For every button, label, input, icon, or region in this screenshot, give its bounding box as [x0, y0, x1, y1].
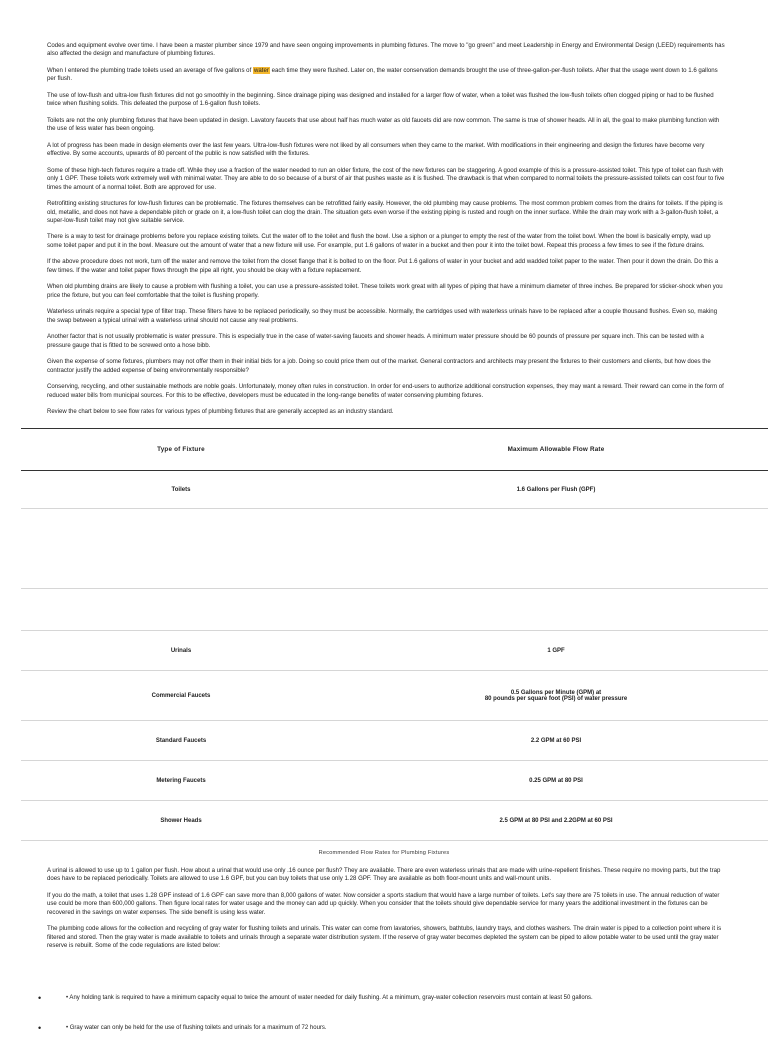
- fixture-type: [21, 589, 341, 631]
- flow-rate: 1 GPF: [547, 647, 565, 654]
- paragraph: Conserving, recycling, and other sustainable methods are noble goals. Unfortunately, money often rules in construction. In order for end-users to authorize additional construction expenses, they may want a reward. Their reward can come in the form of reduced water bills from municipal sources. For this to be effective, developers must be educated in the long-range benefits of water conserving plumbing fixtures.: [47, 383, 724, 399]
- paragraph: Another factor that is not usually problematic is water pressure. This is especially true in the case of water-saving faucets and shower heads. A minimum water pressure should be 60 pounds of pressure per square inch. This can be tested with a pressure gauge that is fitted to be screwed onto a hose bibb.: [47, 333, 704, 349]
- flow-rate: 2.5 GPM at 80 PSI and 2.2GPM at 60 PSI: [499, 817, 613, 824]
- flow-rate: [341, 509, 768, 589]
- table-row: [21, 589, 768, 631]
- table-row: [21, 671, 768, 721]
- paragraph: If you do the math, a toilet that uses 1.28 GPF instead of 1.6 GPF can save more than 8,000 gallons of water. Now consider a sports stadium that would have a large number of toilets. Let's say there are 75 toilets in use. The annual reduction of water use could be more than 600,000 gallons. Then figure local rates for water usage and the money can add up quickly. When you consider that the toilets should give dependable service for many years the additional investment in the fixtures can be recovered in the savings on water expenses. The side benefit is using less water.: [47, 891, 720, 916]
- paragraph: Codes and equipment evolve over time. I have been a master plumber since 1979 and have seen ongoing improvements in plumbing fixtures. The move to "go green" and meet Leadership in Energy and Environmental Design (LEED) requirements has also affected the design and manufacture of plumbing fixtures.: [47, 42, 725, 58]
- fixture-type: Toilets: [171, 486, 191, 493]
- paragraph: When old plumbing drains are likely to cause a problem with flushing a toilet, you can use a pressure-assisted toilet. These toilets work great with all types of piping that have a minimum diameter of three inches. Be prepared for sticker-shock when you price the fixture, but you can feel comfortable that the toilet is flushing properly.: [47, 283, 723, 299]
- paragraph: Waterless urinals require a special type of filter trap. These filters have to be replaced periodically, so they must be accessible. Normally, the cartridges used with waterless urinals have to be replaced after a couple thousand flushes. Even so, making the swap between a typical urinal with a waterless urinal should not cause any real problems.: [47, 308, 718, 324]
- regulation-list: [38, 994, 738, 1054]
- column-header-rate: Maximum Allowable Flow Rate: [507, 446, 605, 453]
- paragraph: If the above procedure does not work, turn off the water and remove the toilet from the closet flange that it is bolted to on the floor. Put 1.6 gallons of water in your bucket and add wadded toilet paper to the water. Then pour it down the drain. Do this a few times. If the water and toilet paper flows through the pipe all right, you should be okay with a fixture replacement.: [47, 258, 719, 274]
- list-item: [38, 1024, 738, 1032]
- table-header-row: [21, 429, 768, 471]
- list-item: [38, 994, 738, 1002]
- article-continuation: [47, 867, 727, 959]
- fixture-type: [21, 509, 341, 589]
- paragraph-start: When I entered the plumbing trade toilets used an average of five gallons of: [47, 66, 252, 74]
- flow-rate: 0.25 GPM at 80 PSI: [529, 777, 583, 784]
- flow-rate: [341, 589, 768, 631]
- fixture-type: Urinals: [170, 647, 192, 654]
- paragraph: A lot of progress has been made in design elements over the last few years. Ultra-low-flush fixtures were not liked by all consumers when they came to the market. With modifications in their engineering and design the fixtures have become very effective. By some accounts, upwards of 80 percent of the public is now satisfied with the fixtures.: [47, 141, 705, 158]
- flow-rate-table: [21, 428, 768, 841]
- fixture-type: Commercial Faucets: [151, 692, 211, 699]
- list-item-text: • Any holding tank is required to have a minimum capacity equal to twice the amount of water needed for daily flushing. At a minimum, gray-water collection reservoirs must contain at least 50 gallons.: [66, 995, 593, 1001]
- paragraph: There is a way to test for drainage problems before you replace existing toilets. Cut the water off to the toilet and flush the bowl. Use a siphon or a plunger to empty the rest of the water from the toilet bowl. When the bowl is basically empty, wad up some toilet paper and put it in the bowl. Measure out the amount of water that a new fixture will use. For example, put 1.6 gallons of water in a bucket and then pour it into the toilet bowl. Repeat this process a few times to see if the fixture drains.: [47, 233, 711, 249]
- flow-rate-line: 80 pounds per square foot (PSI) of water pressure: [484, 695, 628, 702]
- fixture-type: Metering Faucets: [156, 777, 206, 784]
- fixture-type: Standard Faucets: [155, 737, 207, 744]
- bullet-icon: •: [38, 1023, 42, 1033]
- bullet-icon: •: [38, 993, 42, 1003]
- flow-rate: 1.6 Gallons per Flush (GPF): [516, 486, 596, 493]
- paragraph: The plumbing code allows for the collection and recycling of gray water for flushing toilets and urinals. This water can come from lavatories, showers, bathtubs, laundry trays, and clothes washers. The drain water is piped to a collection point where it is filtered and stored. Then the gray water is made available to toilets and urinals through a separate water distribution system. If the reserve of gray water becomes depleted the system can be piped to allow potable water to be used until the gray water reserve is rebuilt. Some of the code regulations are listed below:: [47, 925, 722, 949]
- highlighted-word: water: [253, 66, 269, 74]
- flow-rate: 2.2 GPM at 60 PSI: [530, 737, 582, 744]
- table-row: [21, 761, 768, 801]
- paragraph: A urinal is allowed to use up to 1 gallon per flush. How about a urinal that would use only .16 ounce per flush? They are available. There are even waterless urinals that are made with urine-repellent finishes. These require no moving parts, but the trap does have to be replaced periodically. Toilets are allowed to use 1.6 GPF, but you can buy toilets that use only 1.28 GPF. They are available as both floor-mount units and wall-mount units.: [47, 867, 721, 883]
- paragraph: The use of low-flush and ultra-low flush fixtures did not go smoothly in the beginning. Since drainage piping was designed and installed for a larger flow of water, when a toilet was flushed the low-flush toilets often clogged piping or had to be flushed twice when flushing solids. This defeated the purpose of 1.6-gallon flush toilets.: [47, 91, 714, 108]
- paragraph: Retrofitting existing structures for low-flush fixtures can be problematic. The fixtures themselves can be retrofitted fairly easily. However, the old plumbing may cause problems. The most common problem comes from the drains for toilets. If the piping is old, metallic, and does not have a dependable pitch or grade on it, a low-flush toilet can clog the drain. The situation gets even worse if the existing piping is rusted and rough on the inner surface. While the drain may work with a 3-gallon-flush toilet, a super-low-flush toilet may not give suitable service.: [47, 200, 723, 224]
- table-row: [21, 631, 768, 671]
- flow-rate-line: 0.5 Gallons per Minute (GPM) at: [510, 689, 602, 696]
- paragraph: Some of these high-tech fixtures require a trade off. While they use a fraction of the water needed to run an older fixture, the cost of the new fixtures can be staggering. A good example of this is a pressure-assisted toilet. This type of toilet can flush with only 1 GPF. These toilets work extremely well with minimal water. They are able to do so because of a burst of air that pushes waste as it is flushed. The drawback is that when compared to normal toilets the pressure-assisted toilets can cost four to five times the amount of a normal toilet. Both are approved for use.: [47, 166, 725, 191]
- table-row: [21, 801, 768, 841]
- paragraph: [47, 67, 727, 84]
- list-item-text: • Gray water can only be held for the use of flushing toilets and urinals for a maximum of 72 hours.: [66, 1025, 327, 1031]
- table-row: [21, 509, 768, 589]
- paragraph: Toilets are not the only plumbing fixtures that have been updated in design. Lavatory faucets that use about half has much water as old faucets did are now common. The same is true of shower heads. All in all, the goal to make plumbing function with the use of less water has been ongoing.: [47, 116, 720, 133]
- fixture-type: Shower Heads: [160, 817, 202, 824]
- paragraph-rest: each time they were flushed. Later on, the water conservation demands brought the use of three-gallon-per-flush toilets. After that the usage went down to 1.6 gallons per flush.: [47, 66, 718, 83]
- flow-rate: [341, 671, 768, 721]
- column-header-type: Type of Fixture: [157, 446, 205, 453]
- table-intro: Review the chart below to see flow rates for various types of plumbing fixtures that are generally accepted as an industry standard.: [47, 409, 394, 416]
- table-row: [21, 471, 768, 509]
- paragraph: Given the expense of some fixtures, plumbers may not offer them in their initial bids for a job. Doing so could price them out of the market. General contractors and architects may present the fixtures to their customers and clients, but how does the contractor justify the added expense of being environmentally responsible?: [47, 358, 711, 374]
- table-caption: Recommended Flow Rates for Plumbing Fixtures: [318, 850, 450, 856]
- article-body: [47, 42, 727, 424]
- table-row: [21, 721, 768, 761]
